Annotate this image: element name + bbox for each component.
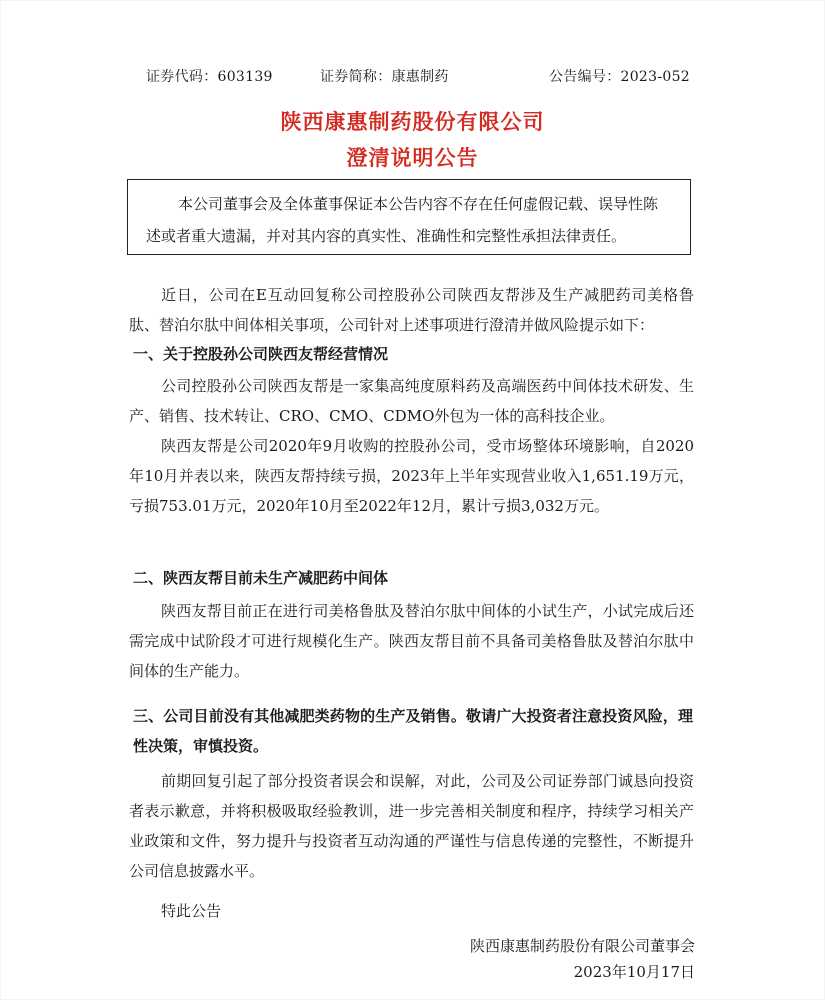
company-title: 陕西康惠制药股份有限公司 [280, 110, 545, 134]
board-signature: 陕西康惠制药股份有限公司董事会 [469, 937, 695, 955]
section2-heading: 二、陕西友帮目前未生产减肥药中间体 [133, 569, 389, 587]
section1-paragraph-1: 公司控股孙公司陕西友帮是一家集高纯度原料药及高端医药中间体技术研发、生产、销售、技术转让、CRO、CMO、CDMO外包为一体的高科技企业。 [129, 377, 694, 425]
announcement-number: 公告编号：2023-052 [549, 69, 690, 85]
section3-statement: 三、公司目前没有其他减肥类药物的生产及销售。敬请广大投资者注意投资风险，理性决策，审慎投资。 [133, 707, 693, 755]
signature-date: 2023年10月17日 [573, 963, 695, 981]
disclaimer-box: 本公司董事会及全体董事保证本公告内容不存在任何虚假记载、误导性陈述或者重大遗漏，并对其内容的真实性、准确性和完整性承担法律责任。 [127, 179, 691, 255]
notice-title: 澄清说明公告 [346, 146, 479, 170]
special-notice: 特此公告 [161, 902, 222, 920]
section1-heading: 一、关于控股孙公司陕西友帮经营情况 [133, 345, 389, 363]
document-header [146, 66, 690, 88]
section2-paragraph: 陕西友帮目前正在进行司美格鲁肽及替泊尔肽中间体的小试生产，小试完成后还需完成中试阶段才可进行规模化生产。陕西友帮目前不具备司美格鲁肽及替泊尔肽中间体的生产能力。 [129, 602, 694, 680]
intro-paragraph: 近日，公司在E互动回复称公司控股孙公司陕西友帮涉及生产减肥药司美格鲁肽、替泊尔肽中间体相关事项，公司针对上述事项进行澄清并做风险提示如下： [129, 286, 694, 334]
closing-paragraph: 前期回复引起了部分投资者误会和误解，对此，公司及公司证券部门诚恳向投资者表示歉意，并将积极吸取经验教训，进一步完善相关制度和程序，持续学习相关产业政策和文件，努力提升与投资者互动沟通的严谨性与信息传递的完整性，不断提升公司信息披露水平。 [129, 772, 694, 880]
section1-paragraph-2: 陕西友帮是公司2020年9月收购的控股孙公司，受市场整体环境影响，自2020年10月并表以来，陕西友帮持续亏损，2023年上半年实现营业收入1,651.19万元，亏损753.01万元，2020年10月至2022年12月，累计亏损3,032万元。 [129, 437, 694, 515]
security-code: 证券代码：603139 [146, 69, 273, 85]
security-abbreviation: 证券简称：康惠制药 [320, 69, 449, 85]
